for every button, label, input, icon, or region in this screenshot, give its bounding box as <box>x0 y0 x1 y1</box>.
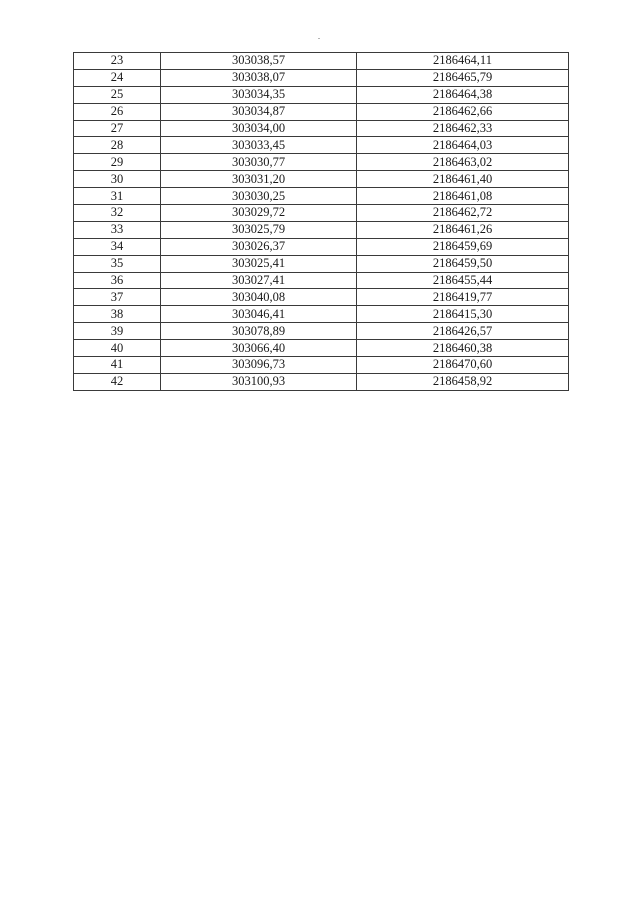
coordinates-table-body <box>74 53 569 391</box>
table-row <box>74 154 569 171</box>
table-row <box>74 103 569 120</box>
y-coordinate-cell: 2186464,03 <box>357 137 569 154</box>
x-coordinate-cell: 303034,35 <box>161 86 357 103</box>
table-row <box>74 86 569 103</box>
x-coordinate-cell: 303066,40 <box>161 340 357 357</box>
point-number-cell: 37 <box>74 289 161 306</box>
x-coordinate-cell: 303100,93 <box>161 373 357 390</box>
table-row <box>74 137 569 154</box>
point-number-cell: 32 <box>74 205 161 222</box>
table-row <box>74 120 569 137</box>
point-number-cell: 29 <box>74 154 161 171</box>
point-number-cell: 40 <box>74 340 161 357</box>
y-coordinate-cell: 2186464,11 <box>357 53 569 70</box>
scan-artifact <box>318 38 320 39</box>
y-coordinate-cell: 2186470,60 <box>357 357 569 374</box>
y-coordinate-cell: 2186459,50 <box>357 255 569 272</box>
table-row <box>74 221 569 238</box>
x-coordinate-cell: 303030,77 <box>161 154 357 171</box>
x-coordinate-cell: 303034,87 <box>161 103 357 120</box>
x-coordinate-cell: 303031,20 <box>161 171 357 188</box>
y-coordinate-cell: 2186462,33 <box>357 120 569 137</box>
y-coordinate-cell: 2186465,79 <box>357 69 569 86</box>
x-coordinate-cell: 303038,57 <box>161 53 357 70</box>
x-coordinate-cell: 303040,08 <box>161 289 357 306</box>
y-coordinate-cell: 2186461,08 <box>357 188 569 205</box>
y-coordinate-cell: 2186462,66 <box>357 103 569 120</box>
table-row <box>74 289 569 306</box>
table-row <box>74 171 569 188</box>
point-number-cell: 41 <box>74 357 161 374</box>
point-number-cell: 26 <box>74 103 161 120</box>
y-coordinate-cell: 2186426,57 <box>357 323 569 340</box>
x-coordinate-cell: 303025,41 <box>161 255 357 272</box>
y-coordinate-cell: 2186458,92 <box>357 373 569 390</box>
table-row <box>74 357 569 374</box>
table-row <box>74 255 569 272</box>
x-coordinate-cell: 303025,79 <box>161 221 357 238</box>
point-number-cell: 25 <box>74 86 161 103</box>
point-number-cell: 35 <box>74 255 161 272</box>
y-coordinate-cell: 2186459,69 <box>357 238 569 255</box>
point-number-cell: 36 <box>74 272 161 289</box>
table-row <box>74 323 569 340</box>
y-coordinate-cell: 2186461,26 <box>357 221 569 238</box>
table-row <box>74 306 569 323</box>
x-coordinate-cell: 303096,73 <box>161 357 357 374</box>
point-number-cell: 34 <box>74 238 161 255</box>
x-coordinate-cell: 303033,45 <box>161 137 357 154</box>
y-coordinate-cell: 2186464,38 <box>357 86 569 103</box>
y-coordinate-cell: 2186415,30 <box>357 306 569 323</box>
table-row <box>74 373 569 390</box>
table-row <box>74 188 569 205</box>
x-coordinate-cell: 303078,89 <box>161 323 357 340</box>
point-number-cell: 39 <box>74 323 161 340</box>
x-coordinate-cell: 303046,41 <box>161 306 357 323</box>
x-coordinate-cell: 303026,37 <box>161 238 357 255</box>
x-coordinate-cell: 303027,41 <box>161 272 357 289</box>
table-row <box>74 205 569 222</box>
x-coordinate-cell: 303029,72 <box>161 205 357 222</box>
point-number-cell: 24 <box>74 69 161 86</box>
table-row <box>74 238 569 255</box>
y-coordinate-cell: 2186455,44 <box>357 272 569 289</box>
coordinates-table <box>73 52 569 391</box>
point-number-cell: 31 <box>74 188 161 205</box>
y-coordinate-cell: 2186419,77 <box>357 289 569 306</box>
table-row <box>74 69 569 86</box>
point-number-cell: 28 <box>74 137 161 154</box>
point-number-cell: 27 <box>74 120 161 137</box>
point-number-cell: 38 <box>74 306 161 323</box>
table-row <box>74 340 569 357</box>
x-coordinate-cell: 303034,00 <box>161 120 357 137</box>
y-coordinate-cell: 2186462,72 <box>357 205 569 222</box>
x-coordinate-cell: 303030,25 <box>161 188 357 205</box>
point-number-cell: 42 <box>74 373 161 390</box>
y-coordinate-cell: 2186461,40 <box>357 171 569 188</box>
point-number-cell: 33 <box>74 221 161 238</box>
x-coordinate-cell: 303038,07 <box>161 69 357 86</box>
y-coordinate-cell: 2186460,38 <box>357 340 569 357</box>
point-number-cell: 23 <box>74 53 161 70</box>
y-coordinate-cell: 2186463,02 <box>357 154 569 171</box>
point-number-cell: 30 <box>74 171 161 188</box>
table-row <box>74 272 569 289</box>
table-row <box>74 53 569 70</box>
